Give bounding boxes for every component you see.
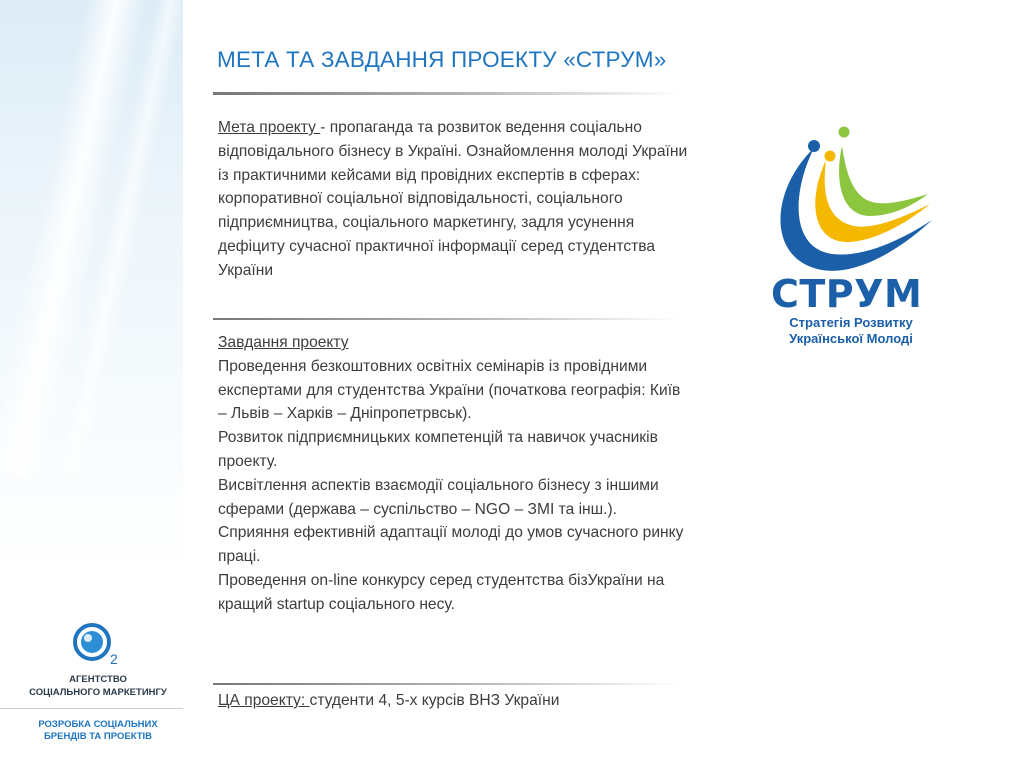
tasks-label: Завдання проекту <box>218 334 349 351</box>
strum-subtitle-line2: Української Молоді <box>789 331 913 346</box>
agency-tagline <box>18 719 178 743</box>
task-item: Проведення безкоштовних освітніх семінарів із провідними експертами для студентства України (початкова географія: Київ – Львів – Харків – Дніпропетрвськ). <box>218 357 681 423</box>
agency-line1: АГЕНТСТВО <box>69 674 127 685</box>
strum-green-swoosh <box>839 146 928 216</box>
divider <box>213 683 681 685</box>
goal-label: Мета проекту <box>218 119 321 136</box>
agency-tagline-line2: БРЕНДІВ ТА ПРОЕКТІВ <box>43 731 153 742</box>
task-item: Сприяння ефективній адаптації молоді до умов сучасного ринку праці. <box>218 524 684 566</box>
o2-subscript: 2 <box>110 651 118 667</box>
audience-text: студенти 4, 5-х курсів ВНЗ України <box>309 692 560 709</box>
strum-wordmark: СТРУМ <box>771 272 923 316</box>
goal-section <box>218 116 688 283</box>
agency-tagline-line1: РОЗРОБКА СОЦІАЛЬНИХ <box>38 719 158 730</box>
task-item: Розвиток підприємницьких компетенцій та навичок учасників проекту. <box>218 429 658 470</box>
tasks-section <box>218 331 688 617</box>
strum-dot-yellow <box>825 151 836 162</box>
strum-dot-green <box>839 127 850 138</box>
audience-section <box>218 689 688 713</box>
goal-paragraph <box>218 116 688 283</box>
slide-title: МЕТА ТА ЗАВДАННЯ ПРОЕКТУ «СТРУМ» <box>217 47 667 72</box>
divider <box>213 92 681 95</box>
agency-name <box>18 673 178 699</box>
goal-text: - пропаганда та розвиток ведення соціально відповідального бізнесу в Україні. Ознайомлення молоді України із практичними кейсами від провідних експертів в сферах: корпоративної соціальної відповідальності, соціального підприємництва, соціального маркетингу, задля усунення дефіциту сучасної практичної інформації серед студентства України <box>218 119 688 279</box>
strum-dot-blue <box>808 140 820 152</box>
strum-subtitle-line1: Стратегія Розвитку <box>789 315 913 330</box>
strum-subtitle <box>771 315 931 347</box>
audience-label: ЦА проекту: <box>218 692 310 709</box>
divider <box>0 708 183 709</box>
o2-agency-logo-icon <box>70 620 130 670</box>
agency-line2: СОЦІАЛЬНОГО МАРКЕТИНГУ <box>29 687 167 698</box>
audience-paragraph <box>218 689 688 713</box>
divider <box>213 318 681 320</box>
task-item: Проведення on-line конкурсу серед студентства бізУкраїни на кращий startup соціального несу. <box>218 571 665 613</box>
task-item: Висвітлення аспектів взаємодії соціального бізнесу з іншими сферами (держава – суспільство – NGO – ЗМІ та інш.). <box>218 476 659 518</box>
